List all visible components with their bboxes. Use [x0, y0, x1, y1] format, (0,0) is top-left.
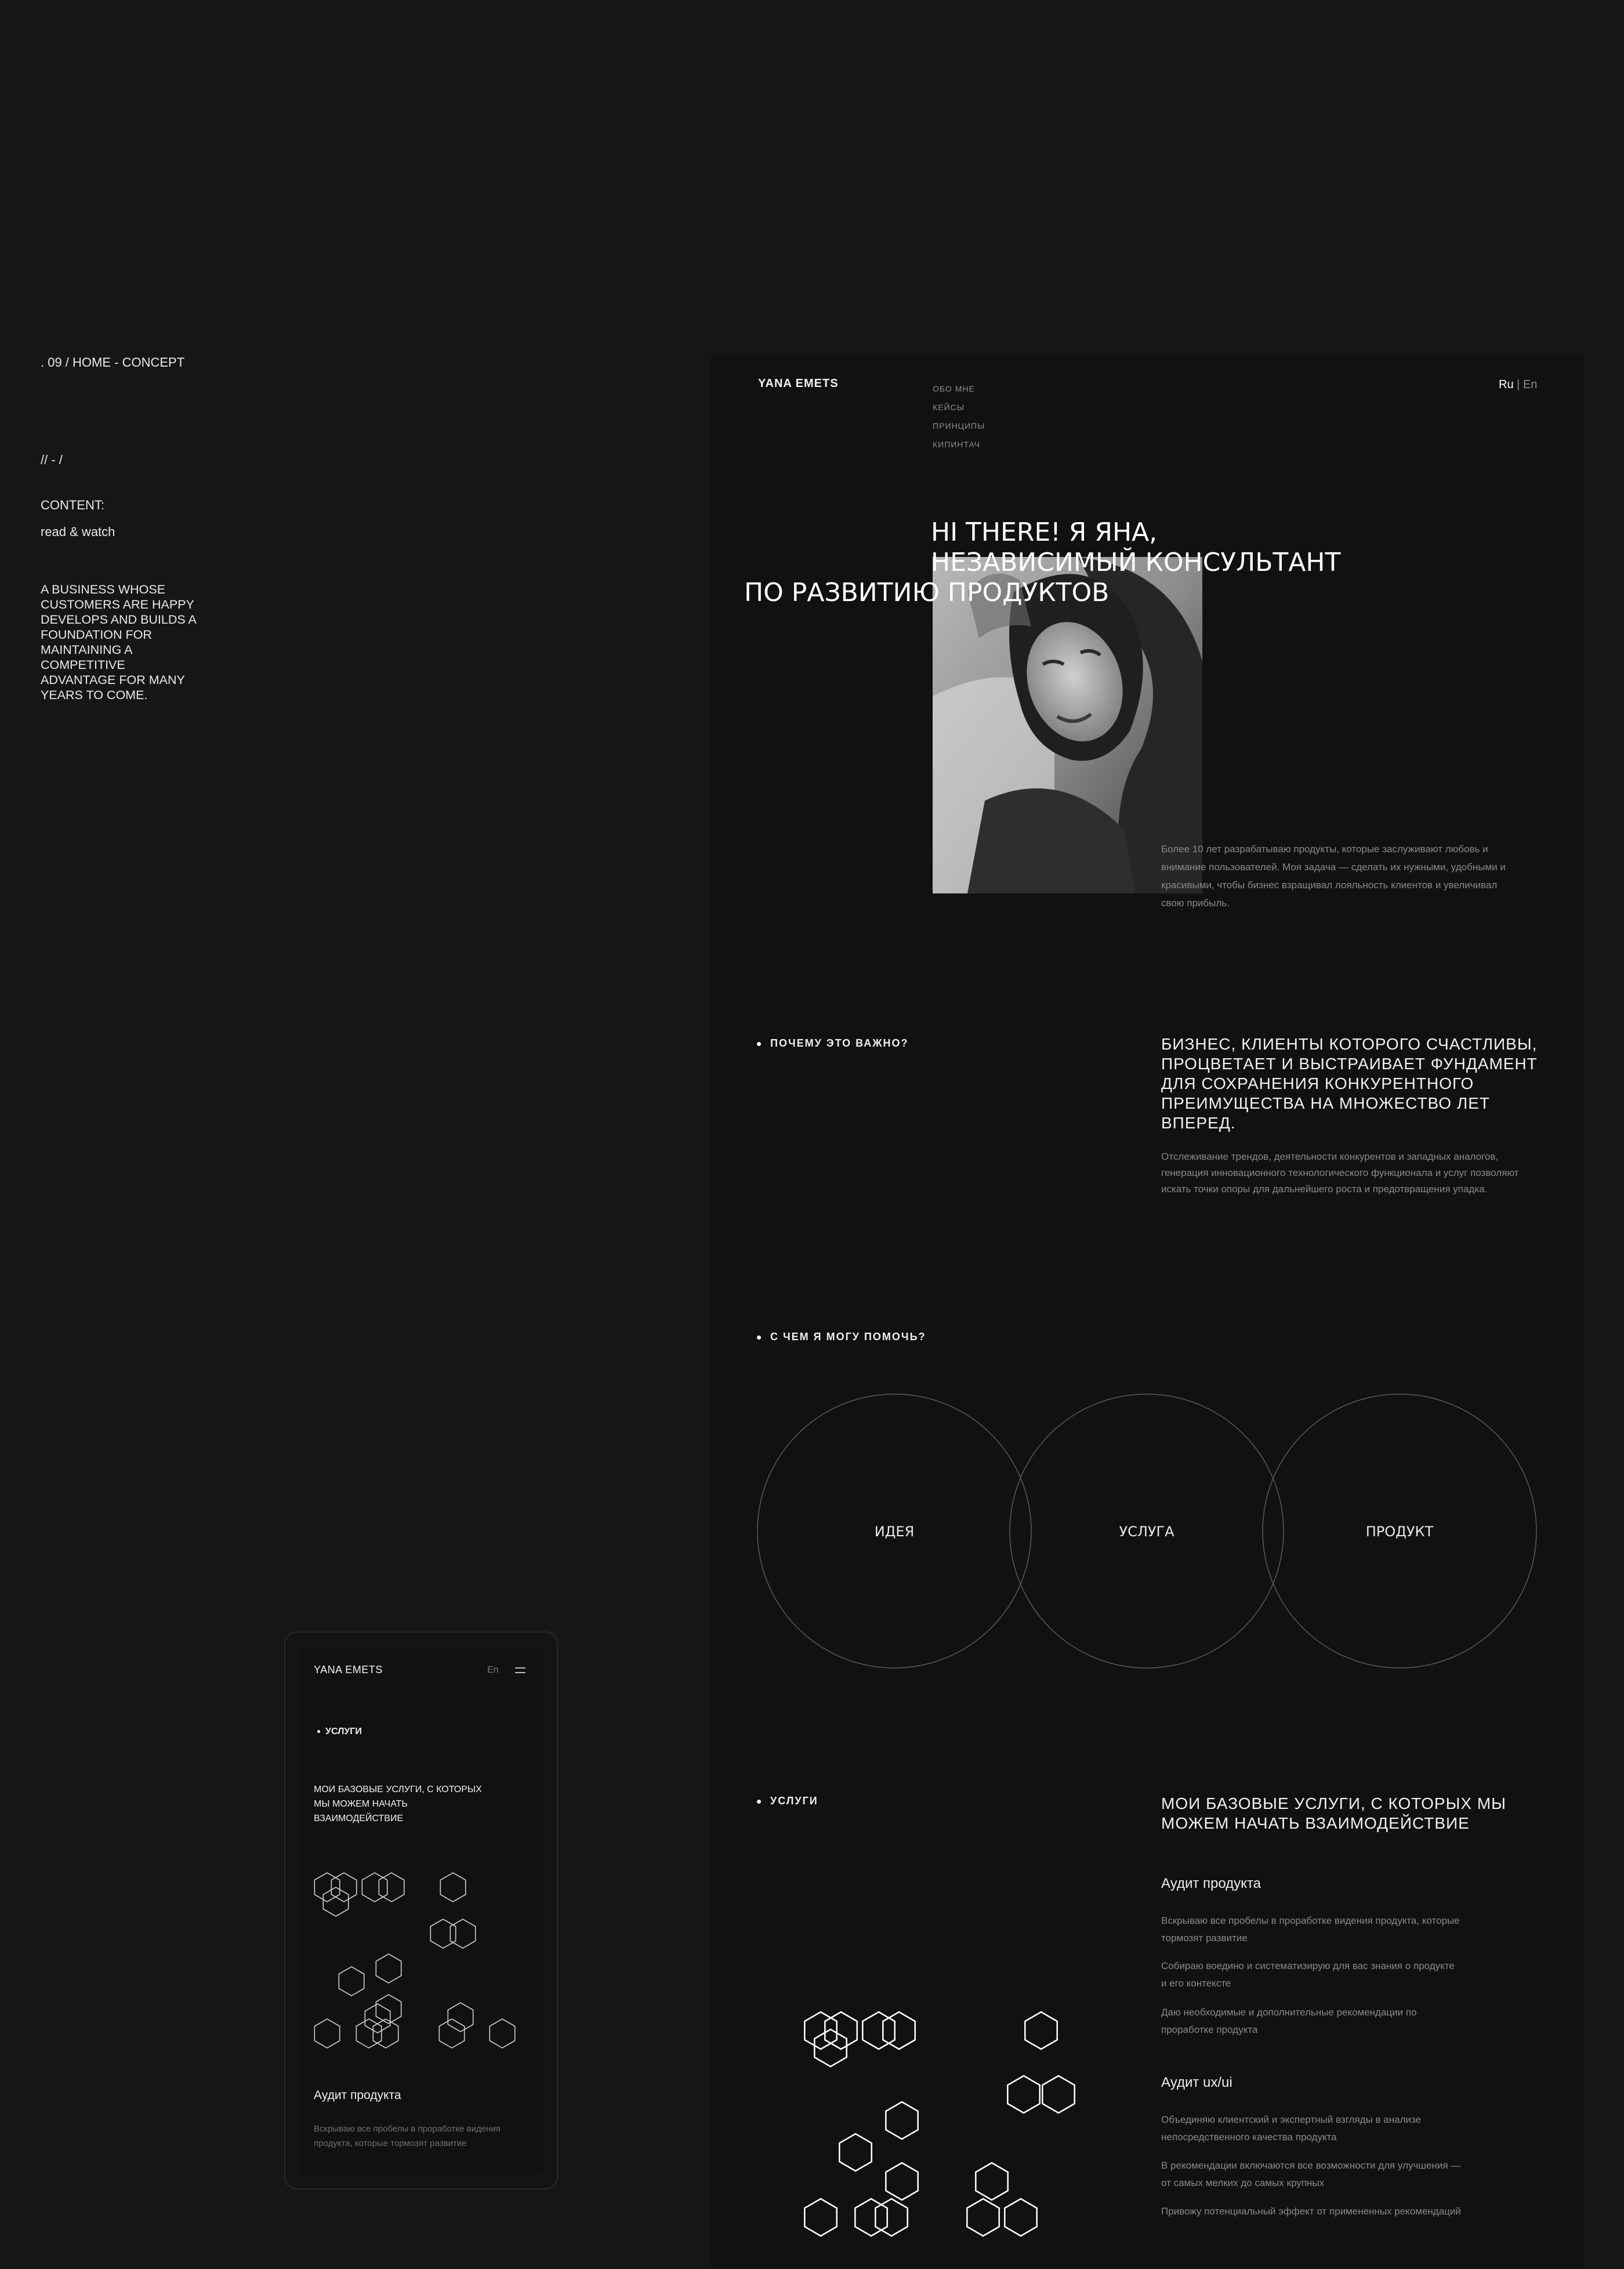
mobile-services-title: МОИ БАЗОВЫЕ УСЛУГИ, С КОТОРЫХ МЫ МОЖЕМ НАЧАТЬ ВЗАИМОДЕЙСТВИЕ [314, 1785, 482, 1823]
nav-item-principles[interactable]: ПРИНЦИПЫ [933, 421, 985, 430]
hexagon-outline-icon [376, 1954, 401, 1983]
mobile-lang-switch[interactable]: En [487, 1665, 499, 1675]
hexagon-outline-icon [440, 1873, 465, 1902]
why-section-description: Отслеживание трендов, деятельности конкурентов и западных аналогов, генерация инновационного технологического функционала и услуг позволяют искать точки опоры для дальнейшего роста и предотвращения упадка. [1161, 1151, 1519, 1195]
mobile-service-heading[interactable]: Аудит продукта [314, 2089, 401, 2102]
hexagon-cluster-desktop [800, 2007, 1090, 2239]
hamburger-menu-icon[interactable] [515, 1667, 525, 1673]
why-label-text: ПОЧЕМУ ЭТО ВАЖНО? [770, 1037, 909, 1049]
hexagon-cluster-mobile [311, 1865, 534, 2051]
dot-bullet-icon [757, 1042, 761, 1046]
why-section-label [757, 1037, 909, 1050]
why-section-title: БИЗНЕС, КЛИЕНТЫ КОТОРОГО СЧАСТЛИВЫ, ПРОЦВЕТАЕТ И ВЫСТРАИВАЕТ ФУНДАМЕНТ ДЛЯ СОХРАНЕНИЯ КОНКУРЕНТНОГО ПРЕИМУЩЕСТВА НА МНОЖЕСТВО ЛЕТ ВПЕРЕД. [1161, 1035, 1538, 1132]
project-code: // - / [41, 453, 63, 467]
hexagon-outline-icon [1007, 2076, 1039, 2113]
nav-item-about[interactable]: ОБО МНЕ [933, 384, 975, 393]
content-value: read & watch [41, 524, 115, 539]
circle-label-product[interactable]: ПРОДУКТ [1365, 1523, 1434, 1540]
service-item: Вскрываю все пробелы в проработке видения продукта, которые тормозят развитие [1161, 1915, 1460, 1944]
site-logo[interactable]: YANA EMETS [758, 377, 839, 390]
project-about-text: A BUSINESS WHOSE CUSTOMERS ARE HAPPY DEVELOPS AND BUILDS A FOUNDATION FOR MAINTAINING A COMPETITIVE ADVANTAGE FOR MANY YEARS TO COME. [41, 582, 196, 702]
service-heading-product-audit[interactable]: Аудит продукта [1161, 1876, 1262, 1891]
services-label-text: УСЛУГИ [770, 1795, 818, 1807]
hero-description: Более 10 лет разрабатываю продукты, которые заслуживают любовь и внимание пользователей. Моя задача — сделать их нужными, удобными и красивыми, чтобы бизнес взращивал лояльность клиентов и увеличивал свою прибыль. [1161, 844, 1506, 909]
dot-bullet-icon [757, 1336, 761, 1340]
service-item: Объединяю клиентский и экспертный взгляды в анализе непосредственного качества продукта [1161, 2114, 1422, 2143]
mobile-services-label-text: УСЛУГИ [325, 1727, 362, 1736]
lang-ru-link[interactable]: Ru [1499, 378, 1514, 391]
services-section-title: МОИ БАЗОВЫЕ УСЛУГИ, С КОТОРЫХ МЫ МОЖЕМ НАЧАТЬ ВЗАИМОДЕЙСТВИЕ [1161, 1794, 1506, 1832]
dot-bullet-icon [317, 1730, 320, 1733]
nav-item-keepintouch[interactable]: КИПИНТАЧ [933, 440, 981, 449]
circle-label-service[interactable]: УСЛУГА [1119, 1523, 1174, 1540]
help-section-label [757, 1331, 926, 1343]
hero-title-line-2: НЕЗАВИСИМЫЙ КОНСУЛЬТАНТ [931, 548, 1341, 577]
hexagon-outline-icon [886, 2102, 918, 2139]
hexagon-outline-icon [430, 1919, 455, 1948]
service-item: Собираю воедино и систематизирую для вас знания о продукте и его контексте [1161, 1960, 1455, 1989]
hexagon-outline-icon [976, 2163, 1007, 2200]
hexagon-outline-icon [839, 2134, 871, 2171]
hexagon-outline-icon [1025, 2012, 1057, 2049]
hexagon-outline-icon [1005, 2199, 1036, 2236]
mobile-services-label [317, 1727, 362, 1737]
nav-item-cases[interactable]: КЕЙСЫ [933, 403, 965, 412]
circle-label-idea[interactable]: ИДЕЯ [874, 1523, 915, 1540]
project-tag: . 09 / HOME - CONCEPT [41, 355, 185, 370]
hero-title-line-3: ПО РАЗВИТИЮ ПРОДУКТОВ [744, 578, 1110, 607]
lang-en-link[interactable]: En [1522, 378, 1538, 391]
hexagon-outline-icon [450, 1919, 475, 1948]
lang-separator: | [1513, 378, 1523, 391]
hexagon-outline-icon [314, 2019, 339, 2048]
hexagon-outline-icon [376, 1995, 401, 2024]
venn-circles-diagram [757, 1394, 1537, 1669]
mobile-logo[interactable]: YANA EMETS [314, 1664, 383, 1675]
hexagon-outline-icon [886, 2163, 918, 2200]
hero-title-line-1: HI THERE! Я ЯНА, [931, 518, 1158, 547]
dot-bullet-icon [757, 1800, 761, 1804]
hexagon-outline-icon [365, 2004, 390, 2033]
service-item: Привожу потенциальный эффект от примененных рекомендаций [1161, 2206, 1461, 2217]
hexagon-outline-icon [1042, 2076, 1074, 2113]
main-nav [933, 379, 985, 454]
hexagon-outline-icon [967, 2199, 999, 2236]
service-heading-uxui-audit[interactable]: Аудит ux/ui [1161, 2075, 1232, 2090]
hexagon-outline-icon [804, 2199, 836, 2236]
service-item: Даю необходимые и дополнительные рекомендации по проработке продукта [1161, 2007, 1417, 2035]
language-switcher [1499, 378, 1537, 392]
hexagon-outline-icon [448, 2003, 473, 2032]
hexagon-outline-icon [339, 1967, 364, 1996]
hexagon-outline-icon [490, 2019, 514, 2048]
services-section-label [757, 1795, 818, 1807]
mobile-service-description: Вскрываю все пробелы в проработке видения продукта, которые тормозят развитие [314, 2124, 501, 2148]
service-item: В рекомендации включаются все возможности для улучшения — от самых мелких до самых крупных [1161, 2160, 1461, 2188]
hexagon-outline-icon [439, 2019, 464, 2048]
help-label-text: С ЧЕМ Я МОГУ ПОМОЧЬ? [770, 1331, 926, 1342]
content-label: CONTENT: [41, 498, 104, 512]
